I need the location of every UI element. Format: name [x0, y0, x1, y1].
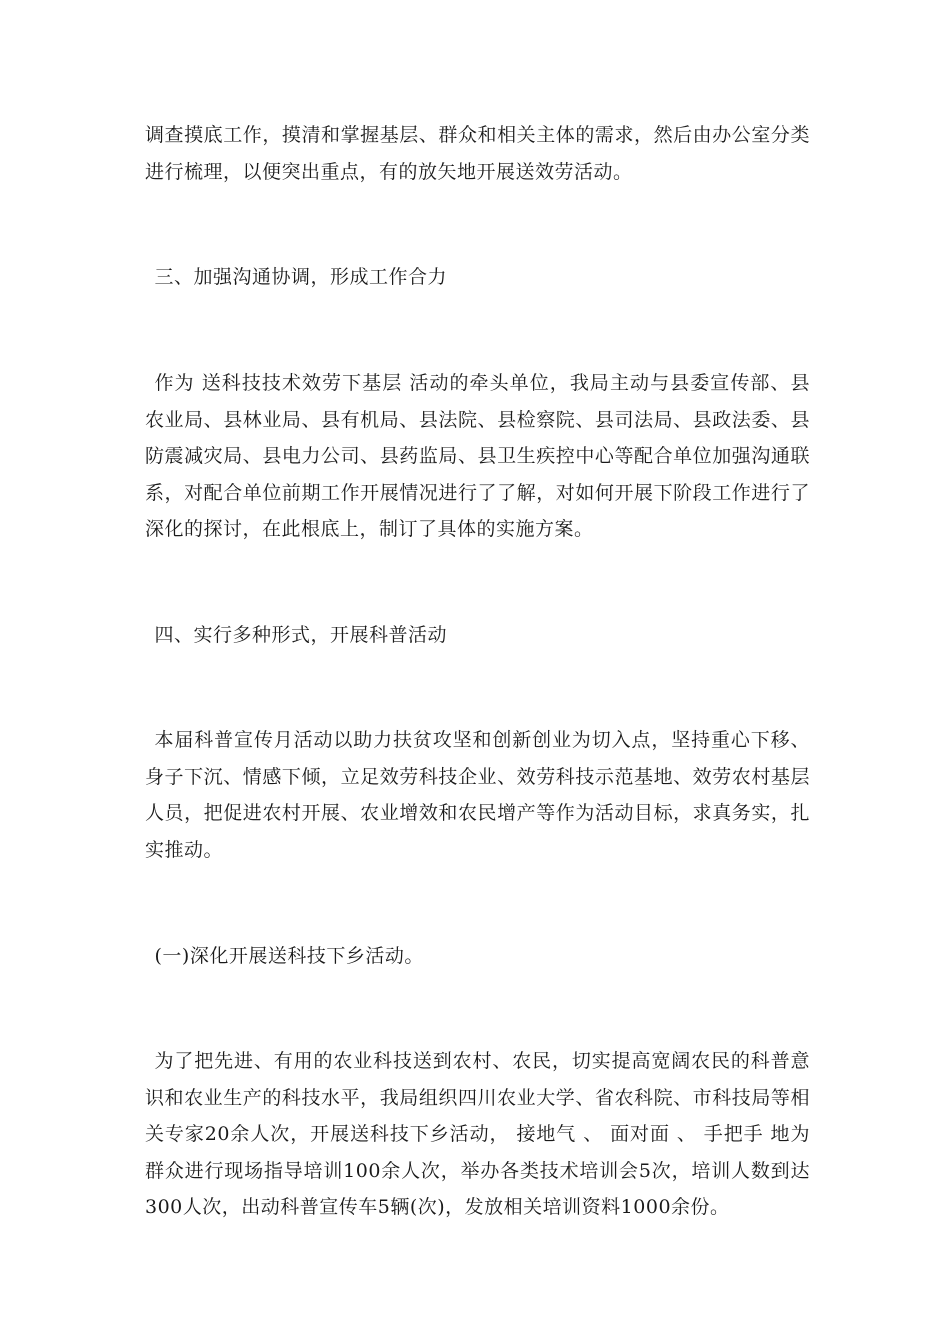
- paragraph-countryside-activity: 为了把先进、有用的农业科技送到农村、农民，切实提高宽阔农民的科普意识和农业生产的科技水平，我局组织四川农业大学、省农科院、市科技局等相关专家20余人次，开展送科技下乡活动， 接地气 、 面对面 、 手把手 地为群众进行现场指导培训100余人次，举办各类技术培训会5次，培训人数到达300人次，出动科普宣传车5辆(次)，发放相关培训资料1000余份。: [145, 1050, 810, 1218]
- section-heading-four: 四、实行多种形式，开展科普活动: [154, 624, 448, 646]
- paragraph-coordination: 作为 送科技技术效劳下基层 活动的牵头单位，我局主动与县委宣传部、县农业局、县林业局、县有机局、县法院、县检察院、县司法局、县政法委、县防震减灾局、县电力公司、县药监局、县卫生疾控中心等配合单位加强沟通联系，对配合单位前期工作开展情况进行了了解，对如何开展下阶段工作进行了深化的探讨，在此根底上，制订了具体的实施方案。: [145, 372, 810, 540]
- subsection-heading-one: (一)深化开展送科技下乡活动。: [154, 945, 424, 967]
- paragraph-investigation: 调查摸底工作，摸清和掌握基层、群众和相关主体的需求，然后由办公室分类进行梳理，以便突出重点，有的放矢地开展送效劳活动。: [145, 124, 810, 183]
- paragraph-science-month: 本届科普宣传月活动以助力扶贫攻坚和创新创业为切入点，坚持重心下移、身子下沉、情感下倾，立足效劳科技企业、效劳科技示范基地、效劳农村基层人员，把促进农村开展、农业增效和农民增产等作为活动目标，求真务实，扎实推动。: [145, 729, 810, 861]
- section-heading-three: 三、加强沟通协调，形成工作合力: [154, 266, 448, 288]
